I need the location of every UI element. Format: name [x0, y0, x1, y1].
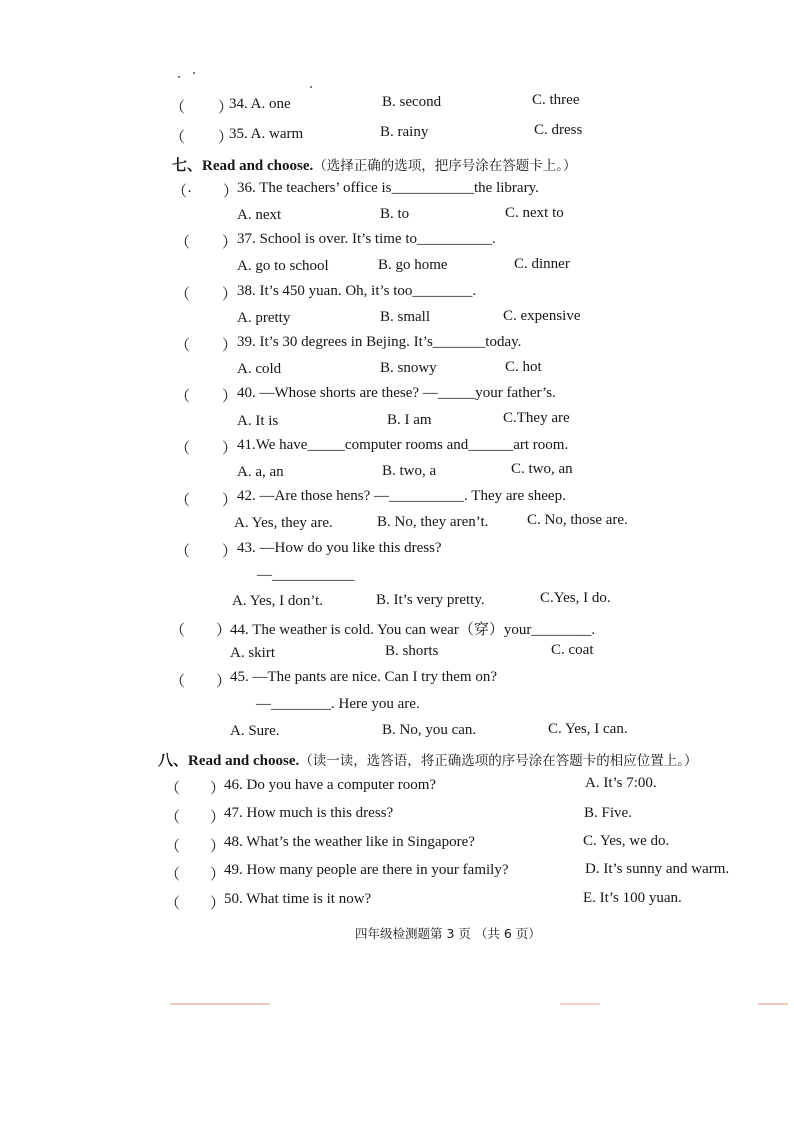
question-48-stem: 48. What’s the weather like in Singapore?	[224, 834, 475, 850]
question-40-stem: 40. —Whose shorts are these? —_____your father’s.	[237, 385, 556, 401]
answer-paren-close: ）	[218, 100, 234, 116]
section-8-instruction: （读一读，选答语，将正确选项的序号涂在答题卡的相应位置上。）	[299, 753, 698, 769]
answer-paren[interactable]: （·	[172, 184, 192, 200]
answer-paren[interactable]: （	[165, 781, 181, 797]
question-49-stem: 49. How many people are there in your family?	[224, 862, 509, 878]
question-39-stem: 39. It’s 30 degrees in Bejing. It’s_______today.	[237, 334, 522, 350]
scan-rule-mid	[560, 1003, 600, 1005]
question-39-option-b: B. snowy	[380, 360, 437, 376]
answer-paren-close: ）	[222, 389, 238, 405]
answer-paren[interactable]: （	[170, 130, 186, 146]
answer-paren-close: ）	[218, 130, 234, 146]
answer-paren-close: ）	[222, 338, 238, 354]
section-7-heading	[172, 154, 577, 175]
question-44-option-b: B. shorts	[385, 643, 439, 659]
answer-paren[interactable]: （	[175, 544, 191, 560]
question-44-option-a: A. skirt	[230, 645, 275, 661]
answer-paren-close: ）	[216, 674, 232, 690]
question-42-stem: 42. —Are those hens? —__________. They are sheep.	[237, 488, 566, 504]
question-36-option-b: B. to	[380, 206, 410, 222]
answer-paren[interactable]: （	[175, 493, 191, 509]
answer-paren-close: ）	[222, 493, 238, 509]
answer-paren[interactable]: （	[175, 287, 191, 303]
question-38-option-c: C. expensive	[503, 308, 581, 324]
question-41-option-c: C. two, an	[511, 461, 573, 477]
question-42-option-a: A. Yes, they are.	[234, 515, 333, 531]
question-38-option-b: B. small	[380, 309, 431, 325]
question-36-option-c: C. next to	[505, 205, 564, 221]
scan-rule-left	[170, 1003, 270, 1005]
question-40-option-c: C.They are	[503, 410, 570, 426]
answer-paren-close: ）	[210, 867, 226, 883]
question-40-option-a: A. It is	[237, 413, 279, 429]
question-43-option-a: A. Yes, I don’t.	[232, 593, 323, 609]
answer-paren[interactable]: （	[175, 389, 191, 405]
answer-paren-close: ）	[210, 896, 226, 912]
answer-paren-close: ）	[222, 235, 238, 251]
section-7-title: 七、Read and choose.	[172, 158, 314, 174]
match-option-a: A. It’s 7:00.	[585, 775, 657, 791]
question-45-option-c: C. Yes, I can.	[548, 721, 628, 737]
question-45-option-a: A. Sure.	[230, 723, 280, 739]
question-43-option-b: B. It’s very pretty.	[376, 592, 485, 608]
question-43-option-c: C.Yes, I do.	[540, 590, 611, 606]
section-8-heading	[158, 749, 698, 770]
question-44-option-c: C. coat	[551, 642, 594, 658]
question-35-option-b: B. rainy	[380, 124, 429, 140]
question-35-option-c: C. dress	[534, 122, 583, 138]
answer-paren[interactable]: （	[165, 839, 181, 855]
question-38-option-a: A. pretty	[237, 310, 291, 326]
scan-rule-right	[758, 1003, 788, 1005]
answer-paren-close: ）	[210, 781, 226, 797]
answer-paren-close: ）	[216, 623, 232, 639]
page-footer: 四年级检测题第 3 页 （共 6 页）	[355, 926, 541, 941]
question-46-stem: 46. Do you have a computer room?	[224, 777, 437, 793]
answer-paren[interactable]: （	[175, 338, 191, 354]
answer-paren-close: ）	[222, 441, 238, 457]
scan-speck	[310, 86, 312, 88]
answer-paren-close: ）	[223, 184, 239, 200]
section-7-instruction: （选择正确的选项，把序号涂在答题卡上。）	[313, 158, 577, 174]
question-36-stem: 36. The teachers’ office is___________the library.	[237, 180, 539, 196]
question-39-option-a: A. cold	[237, 361, 282, 377]
question-37-option-a: A. go to school	[237, 258, 329, 274]
question-34-option-b: B. second	[382, 94, 442, 110]
answer-paren-close: ）	[210, 839, 226, 855]
answer-paren-close: ）	[222, 544, 238, 560]
answer-paren-close: ）	[222, 287, 238, 303]
question-37-option-b: B. go home	[378, 257, 448, 273]
question-35-stem: 35. A. warm	[229, 126, 304, 142]
question-44-stem: 44. The weather is cold. You can wear（穿）your________.	[230, 622, 596, 638]
scan-speck	[193, 72, 195, 74]
question-42-option-b: B. No, they aren’t.	[377, 514, 489, 530]
answer-paren[interactable]: （	[170, 674, 186, 690]
question-40-option-b: B. I am	[387, 412, 432, 428]
answer-paren[interactable]: （	[165, 810, 181, 826]
scan-speck	[178, 76, 180, 78]
answer-paren[interactable]: （	[165, 867, 181, 883]
answer-paren[interactable]: （	[170, 100, 186, 116]
question-41-option-a: A. a, an	[237, 464, 284, 480]
question-41-stem: 41.We have_____computer rooms and______art room.	[237, 437, 569, 453]
question-42-option-c: C. No, those are.	[527, 512, 628, 528]
question-41-option-b: B. two, a	[382, 463, 437, 479]
answer-paren[interactable]: （	[175, 235, 191, 251]
section-8-title: 八、Read and choose.	[158, 753, 300, 769]
answer-paren[interactable]: （	[170, 623, 186, 639]
question-37-stem: 37. School is over. It’s time to__________.	[237, 231, 496, 247]
match-option-e: E. It’s 100 yuan.	[583, 890, 682, 906]
match-option-c: C. Yes, we do.	[583, 833, 670, 849]
question-45-stem: 45. —The pants are nice. Can I try them on?	[230, 669, 497, 685]
question-34-stem: 34. A. one	[229, 96, 291, 112]
question-43-stem: 43. —How do you like this dress?	[237, 540, 442, 556]
question-43-answer-line: —___________	[257, 567, 355, 583]
answer-paren[interactable]: （	[175, 441, 191, 457]
question-47-stem: 47. How much is this dress?	[224, 805, 394, 821]
question-38-stem: 38. It’s 450 yuan. Oh, it’s too________.	[237, 283, 477, 299]
question-39-option-c: C. hot	[505, 359, 542, 375]
question-36-option-a: A. next	[237, 207, 282, 223]
question-34-option-c: C. three	[532, 92, 580, 108]
question-45-option-b: B. No, you can.	[382, 722, 477, 738]
answer-paren[interactable]: （	[165, 896, 181, 912]
question-50-stem: 50. What time is it now?	[224, 891, 372, 907]
question-45-answer-line: —________. Here you are.	[256, 696, 420, 712]
match-option-d: D. It’s sunny and warm.	[585, 861, 730, 877]
match-option-b: B. Five.	[584, 805, 632, 821]
answer-paren-close: ）	[210, 810, 226, 826]
question-37-option-c: C. dinner	[514, 256, 570, 272]
